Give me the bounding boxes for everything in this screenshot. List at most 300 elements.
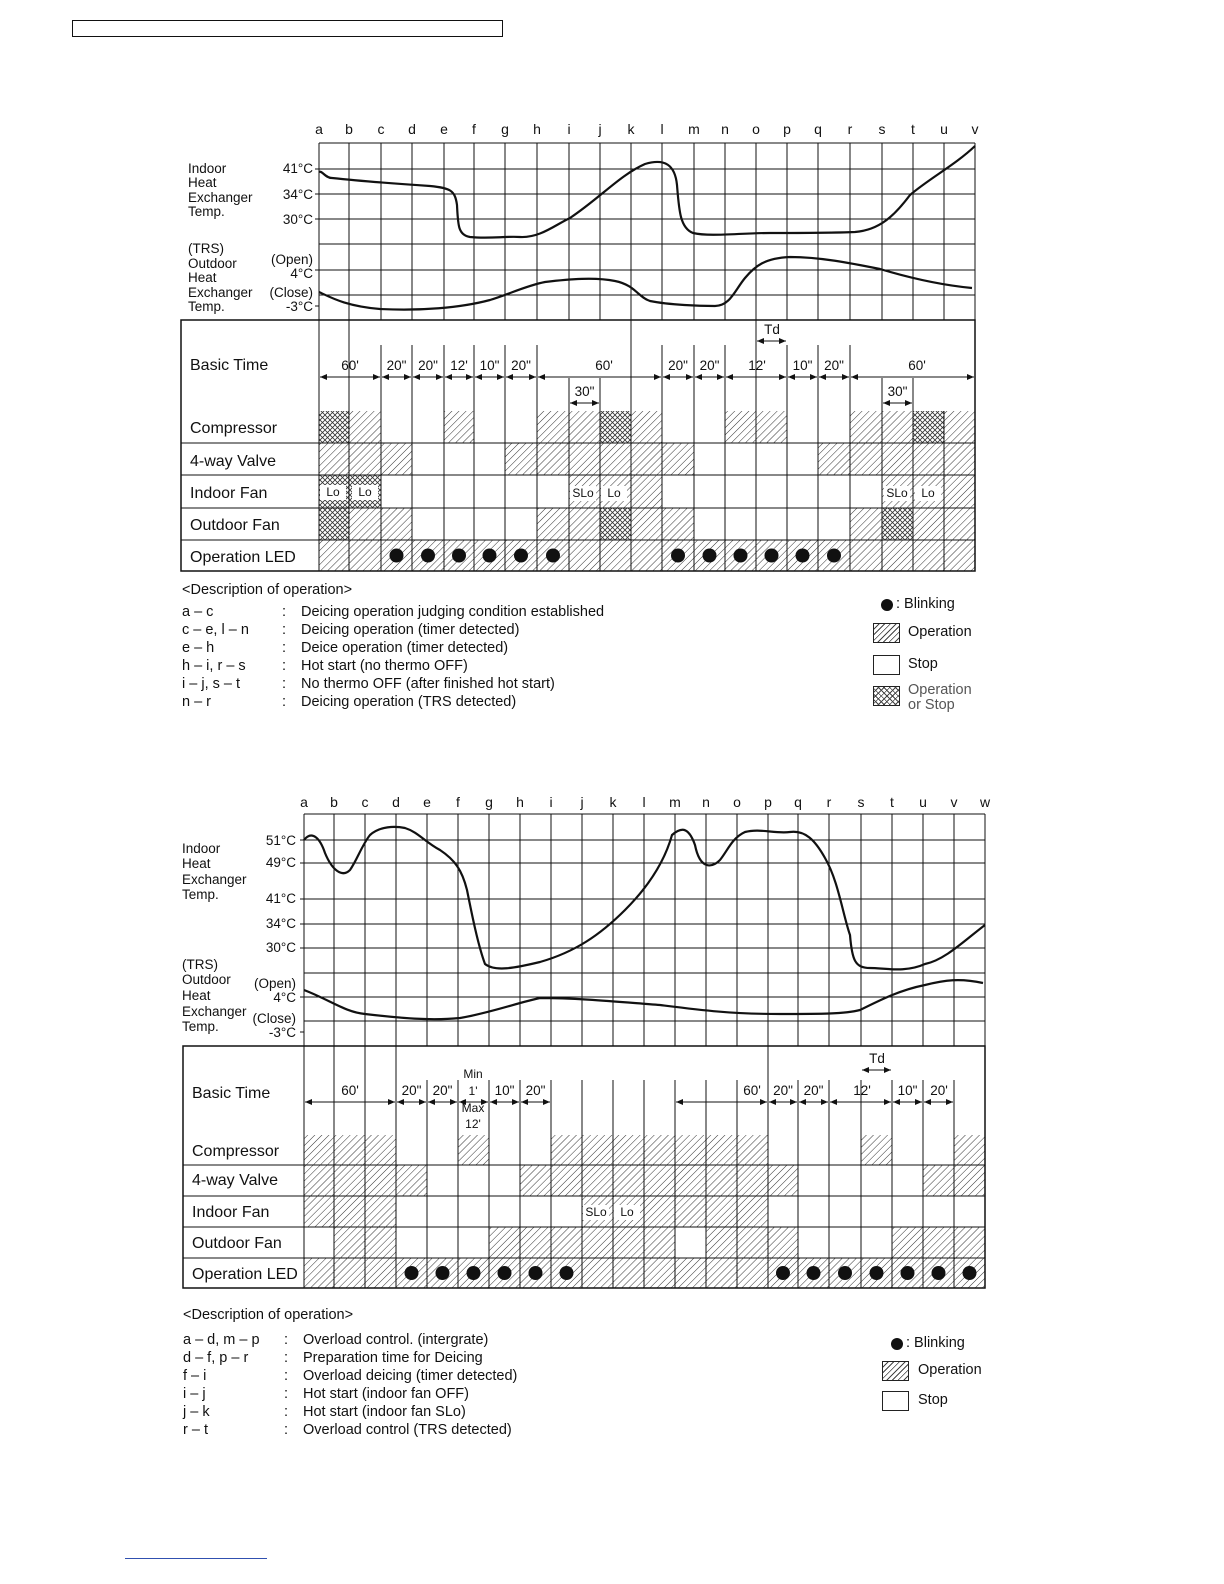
operation-cell bbox=[644, 1165, 675, 1196]
desc-text: Overload deicing (timer detected) bbox=[303, 1368, 518, 1384]
desc-sep: : bbox=[282, 622, 287, 638]
blinking-led-dot bbox=[838, 1266, 852, 1280]
blinking-led-dot bbox=[901, 1266, 915, 1280]
operation-cell bbox=[365, 1196, 396, 1227]
blinking-led-dot bbox=[671, 549, 685, 563]
operation-cell bbox=[631, 540, 662, 571]
temperature-curve bbox=[319, 146, 975, 238]
operation-cell bbox=[756, 411, 787, 443]
operation-cell bbox=[613, 1135, 644, 1165]
row-label-valve: 4-way Valve bbox=[190, 453, 276, 470]
fan-speed-label: Lo bbox=[620, 1205, 634, 1219]
column-letter: b bbox=[345, 121, 353, 137]
desc-range: a – c bbox=[182, 604, 214, 620]
description-title: <Description of operation> bbox=[182, 582, 353, 598]
temp-tick-label: 30°C bbox=[265, 940, 296, 955]
operation-cell bbox=[600, 540, 631, 571]
operation-cell bbox=[365, 1258, 396, 1288]
temp-tick-label: (Open) bbox=[253, 976, 296, 991]
outdoor-temp-label: Heat bbox=[182, 988, 211, 1003]
operation-swatch bbox=[882, 1361, 909, 1381]
minmax-label: Max bbox=[461, 1101, 485, 1115]
row-label-valve: 4-way Valve bbox=[192, 1172, 278, 1189]
row-label-led: Operation LED bbox=[192, 1266, 298, 1283]
operation-cell bbox=[334, 1165, 365, 1196]
indoor-temp-label: Indoor bbox=[188, 161, 227, 176]
operation-cell bbox=[768, 1165, 798, 1196]
time-label: 30" bbox=[887, 384, 908, 399]
row-label-led: Operation LED bbox=[190, 549, 296, 566]
temp-tick-label: (Open) bbox=[270, 252, 313, 267]
operation-cell bbox=[489, 1227, 520, 1258]
time-label: 12' bbox=[748, 358, 766, 373]
time-label: 60' bbox=[743, 1083, 761, 1098]
time-label: 10" bbox=[792, 358, 813, 373]
column-letter: n bbox=[721, 121, 729, 137]
outdoor-temp-label: Temp. bbox=[182, 1019, 219, 1034]
column-letter: h bbox=[533, 121, 541, 137]
operation-cell bbox=[675, 1135, 706, 1165]
operation-cell bbox=[334, 1196, 365, 1227]
time-label: 20" bbox=[525, 1083, 546, 1098]
indoor-temp-label: Heat bbox=[182, 856, 211, 871]
column-letter: r bbox=[847, 121, 853, 137]
time-label: 20" bbox=[418, 358, 438, 373]
operation-cell bbox=[631, 475, 662, 508]
operation-cell bbox=[304, 1196, 334, 1227]
blinking-led-dot bbox=[765, 549, 779, 563]
blinking-dot-icon bbox=[891, 1338, 903, 1350]
operation-or-stop-swatch bbox=[873, 686, 900, 706]
desc-text: Overload control (TRS detected) bbox=[303, 1422, 512, 1438]
operation-cell bbox=[551, 1165, 582, 1196]
legend-blinking: : Blinking bbox=[906, 1335, 965, 1351]
row-label-compressor: Compressor bbox=[192, 1143, 280, 1160]
blinking-dot-icon bbox=[881, 599, 893, 611]
blinking-led-dot bbox=[807, 1266, 821, 1280]
column-letter: i bbox=[567, 121, 571, 137]
operation-cell bbox=[768, 1227, 798, 1258]
column-letter: g bbox=[485, 794, 493, 810]
column-letter: g bbox=[501, 121, 509, 137]
operation-cell bbox=[537, 443, 569, 475]
column-letter: w bbox=[979, 794, 991, 810]
indoor-temp-label: Exchanger bbox=[182, 872, 247, 887]
outdoor-temp-label: (TRS) bbox=[182, 957, 218, 972]
operation-cell bbox=[737, 1135, 768, 1165]
operation-cell bbox=[923, 1227, 954, 1258]
legend-operation: Operation bbox=[908, 624, 972, 640]
desc-range: c – e, l – n bbox=[182, 622, 249, 638]
desc-sep: : bbox=[284, 1386, 289, 1402]
operation-or-stop-cell bbox=[882, 508, 913, 540]
operation-cell bbox=[954, 1165, 985, 1196]
legend-stop: Stop bbox=[908, 656, 938, 672]
operation-cell bbox=[954, 1135, 985, 1165]
operation-cell bbox=[444, 411, 474, 443]
time-label: 20" bbox=[699, 358, 720, 373]
fan-speed-label: SLo bbox=[585, 1205, 607, 1219]
indoor-temp-label: Heat bbox=[188, 175, 217, 190]
operation-cell bbox=[913, 508, 944, 540]
column-letter: v bbox=[950, 794, 958, 810]
diagram-2 bbox=[182, 794, 991, 1288]
desc-text: Hot start (indoor fan OFF) bbox=[303, 1386, 469, 1402]
fan-speed-label: Lo bbox=[326, 485, 340, 499]
time-label: 20" bbox=[432, 1083, 453, 1098]
temp-tick-label: 41°C bbox=[282, 161, 313, 176]
operation-cell bbox=[334, 1135, 365, 1165]
operation-cell bbox=[551, 1227, 582, 1258]
operation-cell bbox=[334, 1227, 365, 1258]
column-letter: t bbox=[890, 794, 894, 810]
desc-text: Hot start (no thermo OFF) bbox=[301, 658, 468, 674]
operation-cell bbox=[850, 540, 882, 571]
operation-cell bbox=[631, 443, 662, 475]
desc-sep: : bbox=[284, 1332, 289, 1348]
operation-cell bbox=[675, 1165, 706, 1196]
blinking-led-dot bbox=[529, 1266, 543, 1280]
operation-cell bbox=[706, 1135, 737, 1165]
time-label: 10" bbox=[494, 1083, 515, 1098]
time-label: 20" bbox=[803, 1083, 824, 1098]
row-label-basic-time: Basic Time bbox=[192, 1085, 271, 1102]
column-letter: p bbox=[764, 794, 772, 810]
outdoor-temp-label: Exchanger bbox=[188, 285, 253, 300]
time-label: 60' bbox=[908, 358, 926, 373]
indoor-temp-label: Temp. bbox=[182, 887, 219, 902]
column-letter: o bbox=[752, 121, 760, 137]
temperature-curve bbox=[319, 257, 972, 310]
operation-cell bbox=[644, 1258, 675, 1288]
time-label: Td bbox=[764, 322, 780, 337]
operation-cell bbox=[706, 1258, 737, 1288]
column-letter: f bbox=[472, 121, 476, 137]
operation-cell bbox=[861, 1135, 892, 1165]
desc-text: Deicing operation (TRS detected) bbox=[301, 694, 517, 710]
desc-sep: : bbox=[282, 676, 287, 692]
blinking-led-dot bbox=[560, 1266, 574, 1280]
operation-cell bbox=[850, 411, 882, 443]
time-label: 20" bbox=[668, 358, 688, 373]
column-letter: s bbox=[878, 121, 886, 137]
column-letter: c bbox=[377, 121, 385, 137]
row-label-outdoor-fan: Outdoor Fan bbox=[190, 517, 280, 534]
indoor-temp-label: Exchanger bbox=[188, 190, 253, 205]
column-letter: a bbox=[300, 794, 308, 810]
temp-tick-label: -3°C bbox=[268, 1025, 296, 1040]
column-letter: h bbox=[516, 794, 524, 810]
blinking-led-dot bbox=[870, 1266, 884, 1280]
blinking-led-dot bbox=[436, 1266, 450, 1280]
operation-swatch bbox=[873, 623, 900, 643]
fan-speed-label: SLo bbox=[572, 486, 594, 500]
time-label: Td bbox=[869, 1051, 885, 1066]
description-title: <Description of operation> bbox=[183, 1307, 354, 1323]
operation-cell bbox=[365, 1135, 396, 1165]
operation-cell bbox=[662, 508, 694, 540]
column-letter: d bbox=[392, 794, 400, 810]
operation-cell bbox=[644, 1135, 675, 1165]
operation-or-stop-cell bbox=[319, 411, 349, 443]
operation-cell bbox=[613, 1258, 644, 1288]
outdoor-temp-label: Heat bbox=[188, 270, 217, 285]
operation-cell bbox=[882, 443, 913, 475]
outdoor-temp-label: (TRS) bbox=[188, 241, 224, 256]
time-label: 20' bbox=[930, 1083, 948, 1098]
temp-tick-label: 49°C bbox=[265, 855, 296, 870]
fan-speed-label: Lo bbox=[921, 486, 935, 500]
desc-range: r – t bbox=[183, 1422, 208, 1438]
desc-range: h – i, r – s bbox=[182, 658, 246, 674]
indoor-temp-label: Indoor bbox=[182, 841, 221, 856]
operation-cell bbox=[737, 1227, 768, 1258]
operation-cell bbox=[537, 508, 569, 540]
row-label-indoor-fan: Indoor Fan bbox=[192, 1204, 270, 1221]
blinking-led-dot bbox=[932, 1266, 946, 1280]
desc-text: No thermo OFF (after finished hot start) bbox=[301, 676, 555, 692]
legend-stop: Stop bbox=[918, 1392, 948, 1408]
time-label: 12' bbox=[853, 1083, 871, 1098]
column-letter: q bbox=[814, 121, 822, 137]
operation-cell bbox=[944, 475, 975, 508]
temp-tick-label: (Close) bbox=[269, 285, 313, 300]
operation-cell bbox=[944, 443, 975, 475]
legend-op-or-stop-1: Operation bbox=[908, 682, 972, 698]
desc-sep: : bbox=[284, 1422, 289, 1438]
operation-cell bbox=[381, 443, 412, 475]
diagram-1 bbox=[181, 121, 979, 571]
column-letter: c bbox=[361, 794, 369, 810]
time-label: 30" bbox=[574, 384, 595, 399]
operation-cell bbox=[365, 1165, 396, 1196]
operation-cell bbox=[505, 443, 537, 475]
operation-cell bbox=[582, 1258, 613, 1288]
footer-line bbox=[125, 1558, 267, 1559]
desc-text: Overload control. (intergrate) bbox=[303, 1332, 489, 1348]
minmax-label: Min bbox=[463, 1067, 483, 1081]
outdoor-temp-label: Exchanger bbox=[182, 1004, 247, 1019]
operation-cell bbox=[582, 1227, 613, 1258]
time-label: 60' bbox=[341, 358, 359, 373]
desc-text: Deicing operation (timer detected) bbox=[301, 622, 520, 638]
time-label: 12' bbox=[450, 358, 468, 373]
temp-tick-label: 30°C bbox=[282, 212, 313, 227]
time-label: 20" bbox=[401, 1083, 422, 1098]
column-letter: b bbox=[330, 794, 338, 810]
blinking-led-dot bbox=[827, 549, 841, 563]
desc-sep: : bbox=[284, 1350, 289, 1366]
column-letter: e bbox=[440, 121, 448, 137]
desc-range: d – f, p – r bbox=[183, 1350, 249, 1366]
operation-cell bbox=[569, 411, 600, 443]
column-letter: r bbox=[826, 794, 832, 810]
desc-range: a – d, m – p bbox=[183, 1332, 260, 1348]
operation-cell bbox=[537, 411, 569, 443]
operation-cell bbox=[944, 508, 975, 540]
column-letter: v bbox=[971, 121, 979, 137]
operation-cell bbox=[913, 443, 944, 475]
operation-cell bbox=[349, 411, 381, 443]
operation-cell bbox=[349, 443, 381, 475]
stop-swatch bbox=[873, 655, 900, 675]
fan-speed-label: SLo bbox=[886, 486, 908, 500]
operation-cell bbox=[304, 1135, 334, 1165]
operation-cell bbox=[944, 411, 975, 443]
operation-cell bbox=[551, 1135, 582, 1165]
desc-sep: : bbox=[282, 640, 287, 656]
operation-cell bbox=[569, 508, 600, 540]
operation-cell bbox=[644, 1196, 675, 1227]
column-letter: a bbox=[315, 121, 323, 137]
column-letter: n bbox=[702, 794, 710, 810]
outdoor-temp-label: Temp. bbox=[188, 299, 225, 314]
desc-sep: : bbox=[284, 1404, 289, 1420]
time-label: 20" bbox=[773, 1083, 793, 1098]
temp-tick-label: (Close) bbox=[252, 1011, 296, 1026]
column-letter: o bbox=[733, 794, 741, 810]
operation-cell bbox=[520, 1165, 551, 1196]
column-letter: j bbox=[580, 794, 584, 810]
temp-tick-label: 41°C bbox=[265, 891, 296, 906]
operation-cell bbox=[381, 508, 412, 540]
column-letter: i bbox=[549, 794, 553, 810]
blinking-led-dot bbox=[421, 549, 435, 563]
column-letter: m bbox=[688, 121, 700, 137]
time-label: 20" bbox=[511, 358, 531, 373]
operation-cell bbox=[349, 540, 381, 571]
legend-operation: Operation bbox=[918, 1362, 982, 1378]
column-letter: u bbox=[940, 121, 948, 137]
fan-speed-label: Lo bbox=[607, 486, 621, 500]
operation-cell bbox=[944, 540, 975, 571]
row-label-indoor-fan: Indoor Fan bbox=[190, 485, 268, 502]
row-label-basic-time: Basic Time bbox=[190, 357, 269, 374]
minmax-label: 1' bbox=[468, 1084, 478, 1098]
operation-cell bbox=[706, 1196, 737, 1227]
blinking-led-dot bbox=[452, 549, 466, 563]
desc-range: j – k bbox=[183, 1404, 210, 1420]
temp-tick-label: 34°C bbox=[282, 187, 313, 202]
time-label: 60' bbox=[341, 1083, 359, 1098]
outdoor-temp-label: Outdoor bbox=[188, 256, 237, 271]
row-label-outdoor-fan: Outdoor Fan bbox=[192, 1235, 282, 1252]
operation-cell bbox=[582, 1135, 613, 1165]
column-letter: j bbox=[598, 121, 602, 137]
column-letter: u bbox=[919, 794, 927, 810]
column-letter: e bbox=[423, 794, 431, 810]
blinking-led-dot bbox=[467, 1266, 481, 1280]
operation-cell bbox=[644, 1227, 675, 1258]
temp-tick-label: 4°C bbox=[273, 990, 296, 1005]
operation-cell bbox=[569, 443, 600, 475]
operation-cell bbox=[675, 1196, 706, 1227]
desc-range: f – i bbox=[183, 1368, 207, 1384]
desc-text: Preparation time for Deicing bbox=[303, 1350, 483, 1366]
operation-cell bbox=[706, 1165, 737, 1196]
column-letter: k bbox=[609, 794, 617, 810]
operation-or-stop-cell bbox=[600, 411, 631, 443]
temp-tick-label: 4°C bbox=[290, 266, 313, 281]
column-letter: f bbox=[456, 794, 460, 810]
operation-cell bbox=[850, 508, 882, 540]
operation-cell bbox=[600, 443, 631, 475]
operation-cell bbox=[913, 540, 944, 571]
temp-tick-label: -3°C bbox=[285, 299, 313, 314]
operation-cell bbox=[706, 1227, 737, 1258]
operation-cell bbox=[613, 1165, 644, 1196]
operation-cell bbox=[365, 1227, 396, 1258]
column-letter: l bbox=[660, 121, 664, 137]
operation-cell bbox=[304, 1165, 334, 1196]
blinking-led-dot bbox=[776, 1266, 790, 1280]
operation-or-stop-cell bbox=[913, 411, 944, 443]
row-label-compressor: Compressor bbox=[190, 420, 278, 437]
desc-text: Deicing operation judging condition established bbox=[301, 604, 605, 620]
minmax-label: 12' bbox=[465, 1117, 481, 1131]
stop-swatch bbox=[882, 1391, 909, 1411]
operation-cell bbox=[850, 443, 882, 475]
time-label: 20" bbox=[386, 358, 407, 373]
time-label: 10" bbox=[897, 1083, 918, 1098]
time-label: 60' bbox=[595, 358, 613, 373]
operation-cell bbox=[631, 411, 662, 443]
operation-cell bbox=[954, 1227, 985, 1258]
fan-speed-label: Lo bbox=[358, 485, 372, 499]
desc-sep: : bbox=[284, 1368, 289, 1384]
legend-blinking: : Blinking bbox=[896, 596, 955, 612]
blinking-led-dot bbox=[734, 549, 748, 563]
operation-cell bbox=[349, 508, 381, 540]
operation-cell bbox=[737, 1165, 768, 1196]
operation-cell bbox=[662, 443, 694, 475]
outdoor-temp-label: Outdoor bbox=[182, 972, 231, 987]
operation-cell bbox=[882, 540, 913, 571]
operation-cell bbox=[818, 443, 850, 475]
operation-cell bbox=[319, 443, 349, 475]
desc-text: Deice operation (timer detected) bbox=[301, 640, 509, 656]
desc-range: i – j bbox=[183, 1386, 206, 1402]
desc-sep: : bbox=[282, 658, 287, 674]
operation-cell bbox=[304, 1258, 334, 1288]
time-label: 20" bbox=[824, 358, 844, 373]
column-letter: t bbox=[911, 121, 915, 137]
column-letter: s bbox=[857, 794, 865, 810]
desc-range: n – r bbox=[182, 694, 212, 710]
operation-cell bbox=[882, 411, 913, 443]
blinking-led-dot bbox=[483, 549, 497, 563]
blinking-led-dot bbox=[796, 549, 810, 563]
blinking-led-dot bbox=[390, 549, 404, 563]
blinking-led-dot bbox=[546, 549, 560, 563]
operation-cell bbox=[737, 1258, 768, 1288]
blinking-led-dot bbox=[514, 549, 528, 563]
column-letter: m bbox=[669, 794, 681, 810]
blinking-led-dot bbox=[963, 1266, 977, 1280]
operation-cell bbox=[631, 508, 662, 540]
time-label: 10" bbox=[479, 358, 500, 373]
operation-cell bbox=[319, 540, 349, 571]
operation-cell bbox=[334, 1258, 365, 1288]
legend-op-or-stop-2: or Stop bbox=[908, 697, 955, 713]
desc-sep: : bbox=[282, 694, 287, 710]
indoor-temp-label: Temp. bbox=[188, 204, 225, 219]
temp-tick-label: 34°C bbox=[265, 916, 296, 931]
operation-cell bbox=[458, 1135, 489, 1165]
column-letter: k bbox=[627, 121, 635, 137]
operation-cell bbox=[675, 1258, 706, 1288]
blinking-led-dot bbox=[498, 1266, 512, 1280]
